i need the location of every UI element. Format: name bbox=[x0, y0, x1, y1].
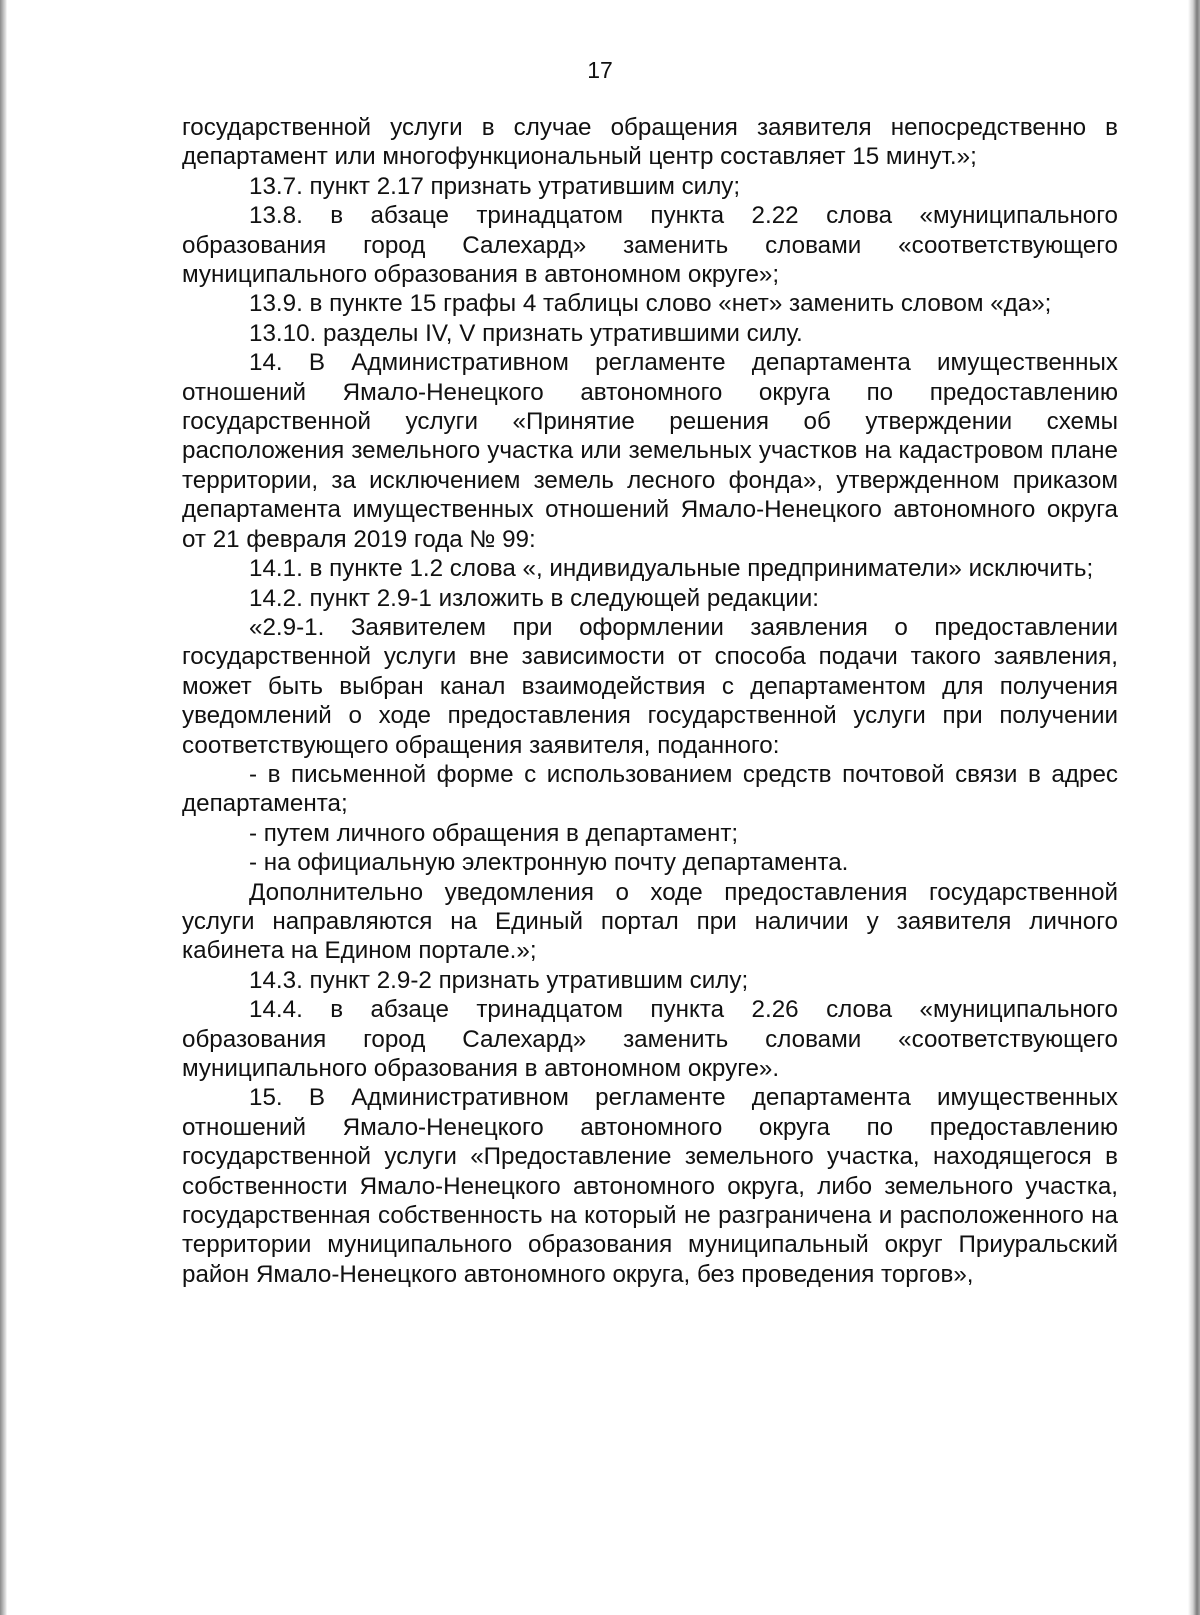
paragraph: Дополнительно уведомления о ходе предоставления государственной услуги направляются на Единый портал при наличии у заявителя личного кабинета на Едином портале.»; bbox=[182, 878, 1118, 965]
scan-edge-left bbox=[0, 0, 7, 1615]
paragraph: - на официальную электронную почту департамента. bbox=[249, 849, 849, 877]
paragraph: - в письменной форме с использованием средств почтовой связи в адрес департамента; bbox=[182, 760, 1118, 818]
paragraph: 13.7. пункт 2.17 признать утратившим силу; bbox=[249, 172, 741, 200]
paragraph: государственной услуги в случае обращения заявителя непосредственно в департамент или многофункциональный центр составляет 15 минут.»; bbox=[182, 114, 1118, 171]
paragraph: 14.3. пункт 2.9-2 признать утратившим силу; bbox=[249, 966, 749, 994]
paragraph: «2.9-1. Заявителем при оформлении заявления о предоставлении государственной услуги вне зависимости от способа подачи такого заявления, может быть выбран канал взаимодействия с департаментом для получения уведомлений о ходе предоставления государственной услуги при получении соответствующего обращения заявителя, поданного: bbox=[182, 613, 1118, 759]
paragraph: 13.9. в пункте 15 графы 4 таблицы слово «нет» заменить словом «да»; bbox=[249, 290, 1052, 318]
paragraph: 15. В Административном регламенте департамента имущественных отношений Ямало-Ненецкого автономного округа по предоставлению государственной услуги «Предоставление земельного участка, находящегося в собственности Ямало-Ненецкого автономного округа, либо земельного участка, государственная собственность на который не разграничена и расположенного на территории муниципального образования муниципальный округ Приуральский район Ямало-Ненецкого автономного округа, без проведения торгов», bbox=[182, 1084, 1118, 1288]
paragraph: 14.2. пункт 2.9-1 изложить в следующей редакции: bbox=[249, 584, 820, 612]
page-number: 17 bbox=[587, 57, 613, 83]
paragraph: - путем личного обращения в департамент; bbox=[249, 819, 739, 847]
paragraph: 14.4. в абзаце тринадцатом пункта 2.26 слова «муниципального образования город Салехард» заменить словами «соответствующего муниципального образования в автономном округе». bbox=[182, 996, 1118, 1082]
paragraph: 14.1. в пункте 1.2 слова «, индивидуальные предприниматели» исключить; bbox=[249, 555, 1094, 583]
paragraph: 13.10. разделы IV, V признать утратившими силу. bbox=[249, 319, 803, 347]
document-body bbox=[182, 113, 1118, 1289]
scan-edge-right bbox=[1188, 0, 1200, 1615]
paragraph: 14. В Административном регламенте департамента имущественных отношений Ямало-Ненецкого автономного округа по предоставлению государственной услуги «Принятие решения об утверждении схемы расположения земельного участка или земельных участков на кадастровом плане территории, за исключением земель лесного фонда», утвержденном приказом департамента имущественных отношений Ямало-Ненецкого автономного округа от 21 февраля 2019 года № 99: bbox=[182, 349, 1118, 553]
paragraph: 13.8. в абзаце тринадцатом пункта 2.22 слова «муниципального образования город Салехард» заменить словами «соответствующего муниципального образования в автономном округе»; bbox=[182, 202, 1118, 289]
